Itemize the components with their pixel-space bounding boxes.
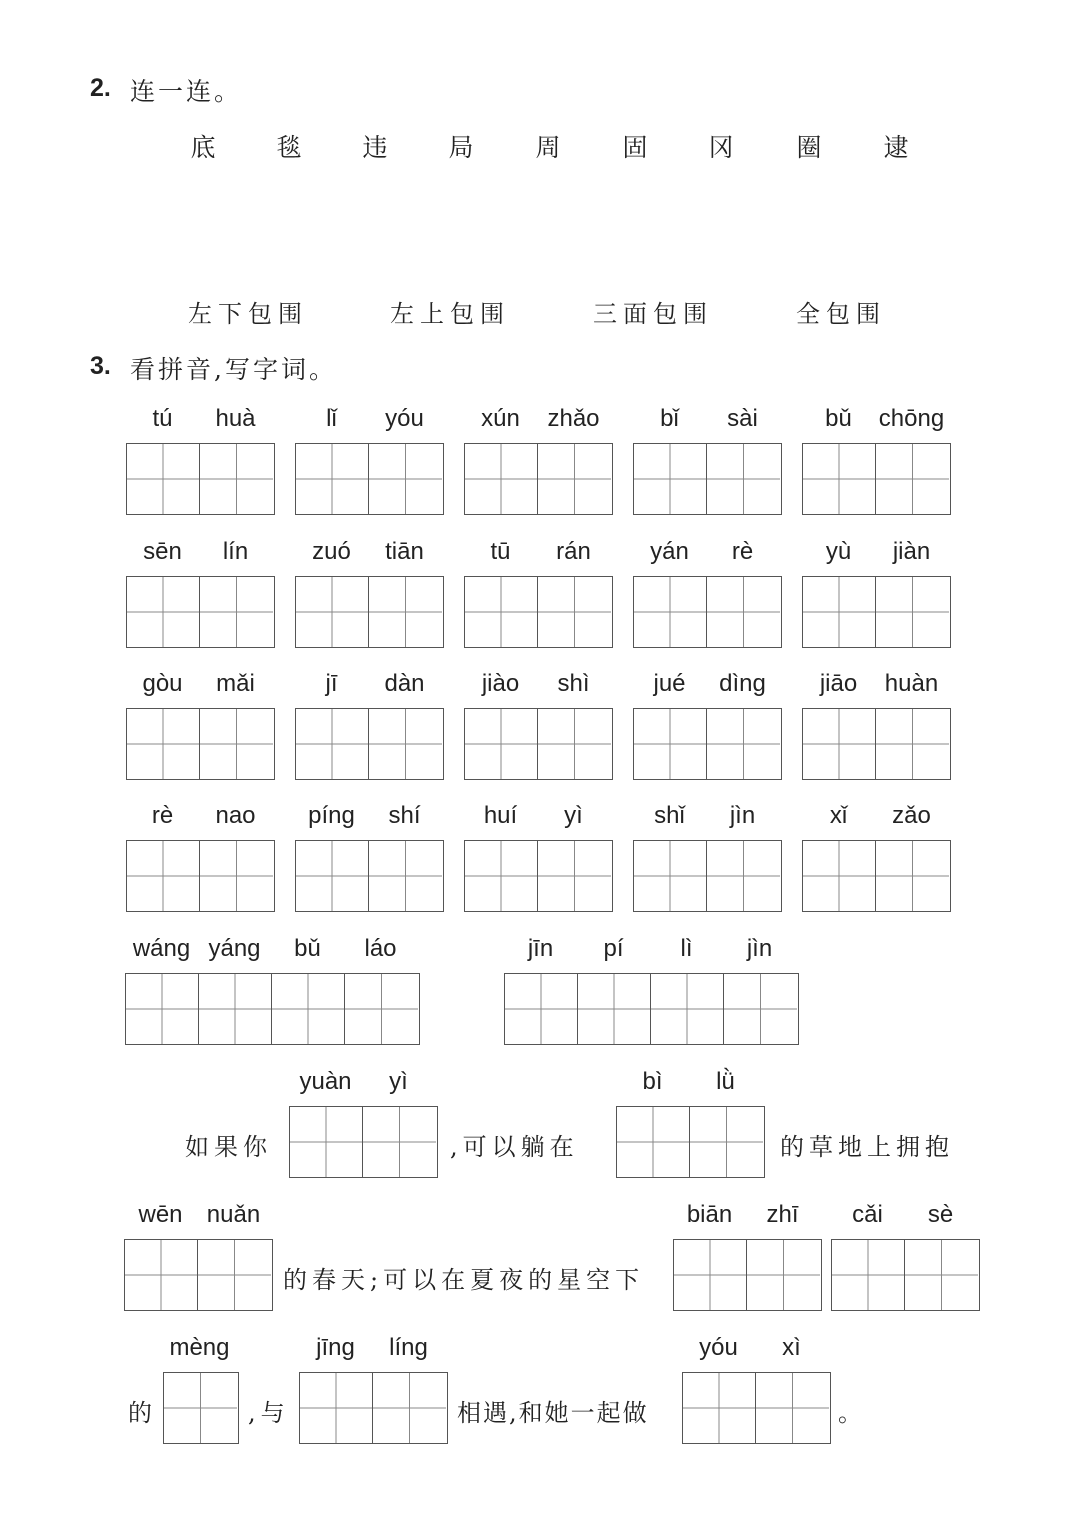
pinyin-label: láo — [364, 935, 397, 962]
tianzige-cell[interactable] — [296, 444, 369, 514]
writing-box[interactable] — [673, 1239, 822, 1311]
pinyin-label: rè — [731, 538, 754, 565]
writing-box[interactable] — [464, 840, 613, 912]
pinyin-label: bǔ — [825, 405, 852, 432]
writing-box[interactable] — [464, 443, 613, 515]
tianzige-cell[interactable] — [363, 1107, 436, 1177]
pinyin-label: jìn — [729, 802, 756, 829]
tianzige-cell[interactable] — [832, 1240, 905, 1310]
pinyin-label: zhǎo — [547, 405, 600, 432]
tianzige-cell[interactable] — [876, 577, 949, 647]
radical-character[interactable]: 周 — [535, 133, 561, 162]
writing-box[interactable] — [126, 840, 275, 912]
tianzige-cell[interactable] — [369, 709, 442, 779]
tianzige-cell[interactable] — [538, 841, 611, 911]
pinyin-label: rán — [556, 538, 591, 565]
pinyin-label: lǜ — [716, 1068, 735, 1095]
tianzige-cell[interactable] — [465, 841, 538, 911]
sentence-text: 相遇,和她一起做 — [457, 1399, 649, 1427]
pinyin-label: sè — [927, 1201, 954, 1228]
pinyin-label: jìn — [746, 935, 773, 962]
writing-box[interactable] — [295, 840, 444, 912]
tianzige-cell[interactable] — [803, 709, 876, 779]
tianzige-cell[interactable] — [634, 577, 707, 647]
pinyin-label: píng — [308, 802, 355, 829]
tianzige-cell[interactable] — [690, 1107, 763, 1177]
tianzige-cell[interactable] — [369, 577, 442, 647]
pinyin-label: tú — [152, 405, 173, 432]
pinyin-label: tū — [490, 538, 511, 565]
tianzige-cell[interactable] — [198, 1240, 271, 1310]
pinyin-label: zhī — [766, 1201, 799, 1228]
tianzige-cell[interactable] — [465, 577, 538, 647]
radical-character[interactable]: 局 — [448, 133, 474, 162]
tianzige-cell[interactable] — [803, 444, 876, 514]
q2-title: 连一连。 — [130, 77, 243, 106]
writing-box[interactable] — [616, 1106, 765, 1178]
sentence-end: 。 — [838, 1399, 867, 1427]
tianzige-cell[interactable] — [724, 974, 797, 1044]
tianzige-cell[interactable] — [876, 841, 949, 911]
tianzige-cell[interactable] — [369, 444, 442, 514]
tianzige-cell[interactable] — [199, 974, 272, 1044]
sentence-text: ,可以躺在 — [450, 1133, 579, 1161]
writing-box[interactable] — [295, 708, 444, 780]
tianzige-cell[interactable] — [803, 577, 876, 647]
writing-box[interactable] — [802, 443, 951, 515]
tianzige-cell[interactable] — [296, 841, 369, 911]
pinyin-label: yù — [825, 538, 852, 565]
pinyin-label: jiào — [481, 670, 520, 697]
pinyin-label: jué — [653, 670, 686, 697]
tianzige-cell[interactable] — [538, 577, 611, 647]
tianzige-cell[interactable] — [127, 709, 200, 779]
q3-title: 看拼音,写字词。 — [130, 355, 337, 384]
tianzige-cell[interactable] — [707, 841, 780, 911]
writing-box[interactable] — [126, 443, 275, 515]
pinyin-label: huà — [215, 405, 256, 432]
tianzige-cell[interactable] — [127, 841, 200, 911]
writing-box[interactable] — [802, 576, 951, 648]
pinyin-label: mǎi — [216, 670, 255, 697]
tianzige-cell[interactable] — [126, 974, 199, 1044]
pinyin-label: xún — [481, 405, 520, 432]
pinyin-label: bì — [642, 1068, 663, 1095]
pinyin-label: jiàn — [892, 538, 931, 565]
tianzige-cell[interactable] — [634, 841, 707, 911]
pinyin-label: gòu — [142, 670, 183, 697]
tianzige-cell[interactable] — [373, 1373, 446, 1443]
sentence-text: 如果你 — [185, 1133, 272, 1161]
pinyin-label: biān — [686, 1201, 733, 1228]
pinyin-label: cǎi — [852, 1201, 883, 1228]
writing-box[interactable] — [299, 1372, 448, 1444]
pinyin-label: jī — [325, 670, 338, 697]
pinyin-label: lì — [680, 935, 693, 962]
enclosure-category[interactable]: 左上包围 — [390, 300, 510, 328]
pinyin-label: wáng — [132, 935, 191, 962]
tianzige-cell[interactable] — [756, 1373, 829, 1443]
writing-box[interactable] — [295, 443, 444, 515]
writing-box[interactable] — [125, 973, 420, 1045]
pinyin-label: rè — [151, 802, 174, 829]
pinyin-label: líng — [389, 1334, 428, 1361]
pinyin-label: yì — [564, 802, 583, 829]
writing-box[interactable] — [126, 576, 275, 648]
enclosure-category[interactable]: 左下包围 — [188, 300, 308, 328]
tianzige-cell[interactable] — [272, 974, 345, 1044]
pinyin-label: xǐ — [829, 802, 848, 829]
tianzige-cell[interactable] — [465, 709, 538, 779]
radical-character[interactable]: 圈 — [796, 133, 822, 162]
tianzige-cell[interactable] — [465, 444, 538, 514]
tianzige-cell[interactable] — [369, 841, 442, 911]
writing-box[interactable] — [464, 708, 613, 780]
pinyin-label: wēn — [138, 1201, 183, 1228]
sentence-text: 的草地上拥抱 — [780, 1133, 954, 1161]
tianzige-cell[interactable] — [127, 577, 200, 647]
pinyin-label: yáng — [208, 935, 261, 962]
pinyin-label: shì — [557, 670, 590, 697]
tianzige-cell[interactable] — [634, 444, 707, 514]
pinyin-label: mèng — [169, 1334, 230, 1361]
tianzige-cell[interactable] — [747, 1240, 820, 1310]
writing-box[interactable] — [124, 1239, 273, 1311]
tianzige-cell[interactable] — [296, 709, 369, 779]
tianzige-cell[interactable] — [290, 1107, 363, 1177]
pinyin-label: yán — [650, 538, 689, 565]
tianzige-cell[interactable] — [300, 1373, 373, 1443]
writing-box[interactable] — [802, 708, 951, 780]
tianzige-cell[interactable] — [125, 1240, 198, 1310]
pinyin-label: nao — [215, 802, 256, 829]
sentence-text: ,与 — [248, 1399, 290, 1427]
q2-number: 2. — [90, 74, 111, 102]
tianzige-cell[interactable] — [707, 577, 780, 647]
q3-number: 3. — [90, 352, 111, 380]
pinyin-label: jīn — [527, 935, 554, 962]
tianzige-cell[interactable] — [674, 1240, 747, 1310]
radical-character[interactable]: 底 — [190, 133, 216, 162]
writing-box[interactable] — [163, 1372, 239, 1444]
tianzige-cell[interactable] — [164, 1373, 237, 1443]
writing-box[interactable] — [831, 1239, 980, 1311]
pinyin-label: zuó — [312, 538, 351, 565]
tianzige-cell[interactable] — [803, 841, 876, 911]
tianzige-cell[interactable] — [905, 1240, 978, 1310]
pinyin-label: sài — [727, 405, 758, 432]
pinyin-label: dìng — [719, 670, 766, 697]
enclosure-category[interactable]: 三面包围 — [593, 300, 713, 328]
radical-character[interactable]: 固 — [622, 133, 648, 162]
pinyin-label: jiāo — [819, 670, 858, 697]
writing-box[interactable] — [682, 1372, 831, 1444]
tianzige-cell[interactable] — [876, 444, 949, 514]
pinyin-label: bǔ — [294, 935, 321, 962]
pinyin-label: zǎo — [892, 802, 931, 829]
radical-character[interactable]: 毯 — [276, 133, 302, 162]
pinyin-label: shǐ — [654, 802, 685, 829]
tianzige-cell[interactable] — [200, 577, 273, 647]
pinyin-label: jīng — [316, 1334, 355, 1361]
pinyin-label: dàn — [384, 670, 425, 697]
tianzige-cell[interactable] — [505, 974, 578, 1044]
pinyin-label: nuǎn — [206, 1201, 261, 1228]
pinyin-label: yóu — [385, 405, 424, 432]
tianzige-cell[interactable] — [634, 709, 707, 779]
pinyin-label: huí — [483, 802, 518, 829]
pinyin-label: shí — [388, 802, 421, 829]
tianzige-cell[interactable] — [876, 709, 949, 779]
writing-box[interactable] — [289, 1106, 438, 1178]
tianzige-cell[interactable] — [651, 974, 724, 1044]
sentence-text: 的春天;可以在夏夜的星空下 — [283, 1266, 645, 1294]
tianzige-cell[interactable] — [683, 1373, 756, 1443]
tianzige-cell[interactable] — [707, 444, 780, 514]
pinyin-label: yóu — [699, 1334, 738, 1361]
tianzige-cell[interactable] — [578, 974, 651, 1044]
tianzige-cell[interactable] — [200, 709, 273, 779]
tianzige-cell[interactable] — [538, 709, 611, 779]
sentence-text: 的 — [128, 1399, 157, 1427]
pinyin-label: huàn — [884, 670, 939, 697]
radical-character[interactable]: 冈 — [708, 133, 734, 162]
writing-box[interactable] — [633, 840, 782, 912]
pinyin-label: sēn — [143, 538, 182, 565]
writing-box[interactable] — [802, 840, 951, 912]
writing-box[interactable] — [464, 576, 613, 648]
pinyin-label: tiān — [385, 538, 424, 565]
writing-box[interactable] — [504, 973, 799, 1045]
tianzige-cell[interactable] — [296, 577, 369, 647]
tianzige-cell[interactable] — [200, 444, 273, 514]
tianzige-cell[interactable] — [345, 974, 418, 1044]
pinyin-label: xì — [782, 1334, 801, 1361]
writing-box[interactable] — [295, 576, 444, 648]
tianzige-cell[interactable] — [707, 709, 780, 779]
pinyin-label: pí — [603, 935, 624, 962]
pinyin-label: lín — [222, 538, 249, 565]
writing-box[interactable] — [126, 708, 275, 780]
tianzige-cell[interactable] — [617, 1107, 690, 1177]
radical-character[interactable]: 逮 — [883, 133, 909, 162]
tianzige-cell[interactable] — [200, 841, 273, 911]
writing-box[interactable] — [633, 576, 782, 648]
writing-box[interactable] — [633, 443, 782, 515]
tianzige-cell[interactable] — [127, 444, 200, 514]
writing-box[interactable] — [633, 708, 782, 780]
enclosure-category[interactable]: 全包围 — [796, 300, 886, 328]
pinyin-label: yì — [389, 1068, 408, 1095]
pinyin-label: yuàn — [299, 1068, 352, 1095]
pinyin-label: bǐ — [660, 405, 679, 432]
pinyin-label: chōng — [878, 405, 945, 432]
radical-character[interactable]: 违 — [362, 133, 388, 162]
pinyin-label: lǐ — [326, 405, 337, 432]
tianzige-cell[interactable] — [538, 444, 611, 514]
